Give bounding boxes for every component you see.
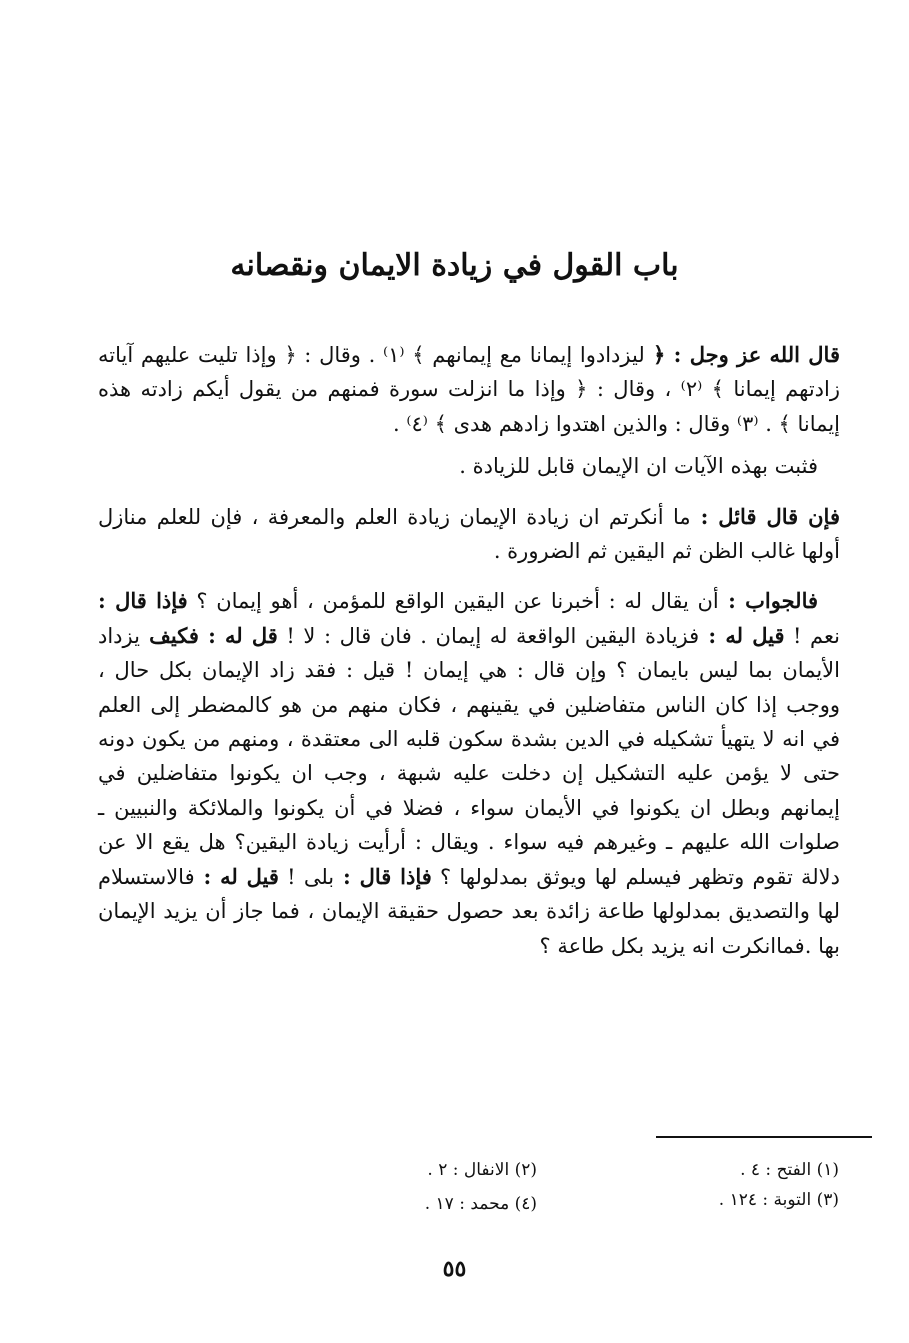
- text-run: أن يقال له : أخبرنا عن اليقين الواقع للمؤمن ، أهو إيمان ؟: [187, 589, 719, 614]
- text-run: فالجواب :: [718, 588, 818, 614]
- text-run: يزداد الأيمان بما ليس بايمان ؟ وإن قال : هي إيمان ! قيل : فقد زاد الإيمان بكل حال ، ووجب إذا كان الناس متفاضلين في يقينهم ، فكان منهم من هو كالمضطر إلى العلم في انه لا يتهيأ تشكيله في الدين بشدة سكون قلبه الى معتقدة ، ومنهم من يكون دونه حتى لا يؤمن عليه التشكيل إن دخلت عليه شبهة ، وجب ان يكونوا متفاضلين في إيمانهم وبطل ان يكونوا في الأيمان سواء ، فضلا في أن يكونوا والملائكة والنبيين ـ صلوات الله عليهم ـ وغيرهم فيه سواء . ويقال : أرأيت زيادة اليقين؟ هل يقع الا عن دلالة تقوم وتظهر فيسلم لها ويوثق بمدلولها ؟: [98, 623, 840, 889]
- footnote-3: (٣) التوبة : ١٢٤ .: [718, 1190, 839, 1210]
- text-run: قيل له :: [194, 863, 279, 889]
- paragraph-objection: [98, 500, 840, 569]
- footnote-4: (٤) محمد : ١٧ .: [424, 1194, 537, 1214]
- text-run: ما أنكرتم ان زيادة الإيمان زيادة العلم والمعرفة ، فإن للعلم منازل أولها غالب الظن ثم اليقين ثم الضرورة .: [98, 504, 840, 564]
- text-run: فزيادة اليقين الواقعة له إيمان . فان قال : لا !: [277, 623, 700, 648]
- text-run: فإذا قال :: [334, 863, 432, 889]
- text-run: فإذا قال :: [98, 588, 188, 614]
- footnote-2: (٢) الانفال : ٢ .: [427, 1160, 537, 1180]
- page-number: ٥٥: [442, 1256, 467, 1282]
- text-run: فإن قال قائل :: [690, 503, 840, 529]
- text-run: فالاستسلام لها والتصديق بمدلولها طاعة زائدة بعد حصول حقيقة الإيمان ، فما جاز أن يزيد الإيمان بها .فماانكرت انه يزيد بكل طاعة ؟: [98, 864, 840, 958]
- paragraph-conclusion: [98, 449, 840, 483]
- text-run: بلى !: [278, 864, 335, 889]
- footnote-divider: [656, 1136, 872, 1138]
- paragraph-verses: [98, 338, 840, 441]
- text-run: قال الله عز وجل : ﴿: [644, 342, 840, 367]
- footnote-1: (١) الفتح : ٤ .: [740, 1160, 839, 1180]
- text-run: قيل له :: [699, 622, 785, 648]
- text-run: نعم !: [784, 623, 841, 648]
- paragraph-answer: [98, 584, 840, 962]
- text-run: قل له : فكيف: [139, 622, 278, 648]
- text-run: فثبت بهذه الآيات ان الإيمان قابل للزيادة .: [459, 454, 818, 479]
- chapter-title: باب القول في زيادة الايمان ونقصانه: [230, 248, 679, 283]
- main-text: [98, 338, 840, 963]
- text-run: ليزدادوا إيمانا مع إيمانهم ﴾ ⁽١⁾ . وقال : ﴿ وإذا تليت عليهم آياته زادتهم إيمانا ﴾ ⁽٢⁾ ، وقال : ﴿ وإذا ما انزلت سورة فمنهم من يقول أيكم زادته هذه إيمانا ﴾ . ⁽٣⁾ وقال : والذين اهتدوا زادهم هدى ﴾ ⁽٤⁾ .: [98, 343, 840, 436]
